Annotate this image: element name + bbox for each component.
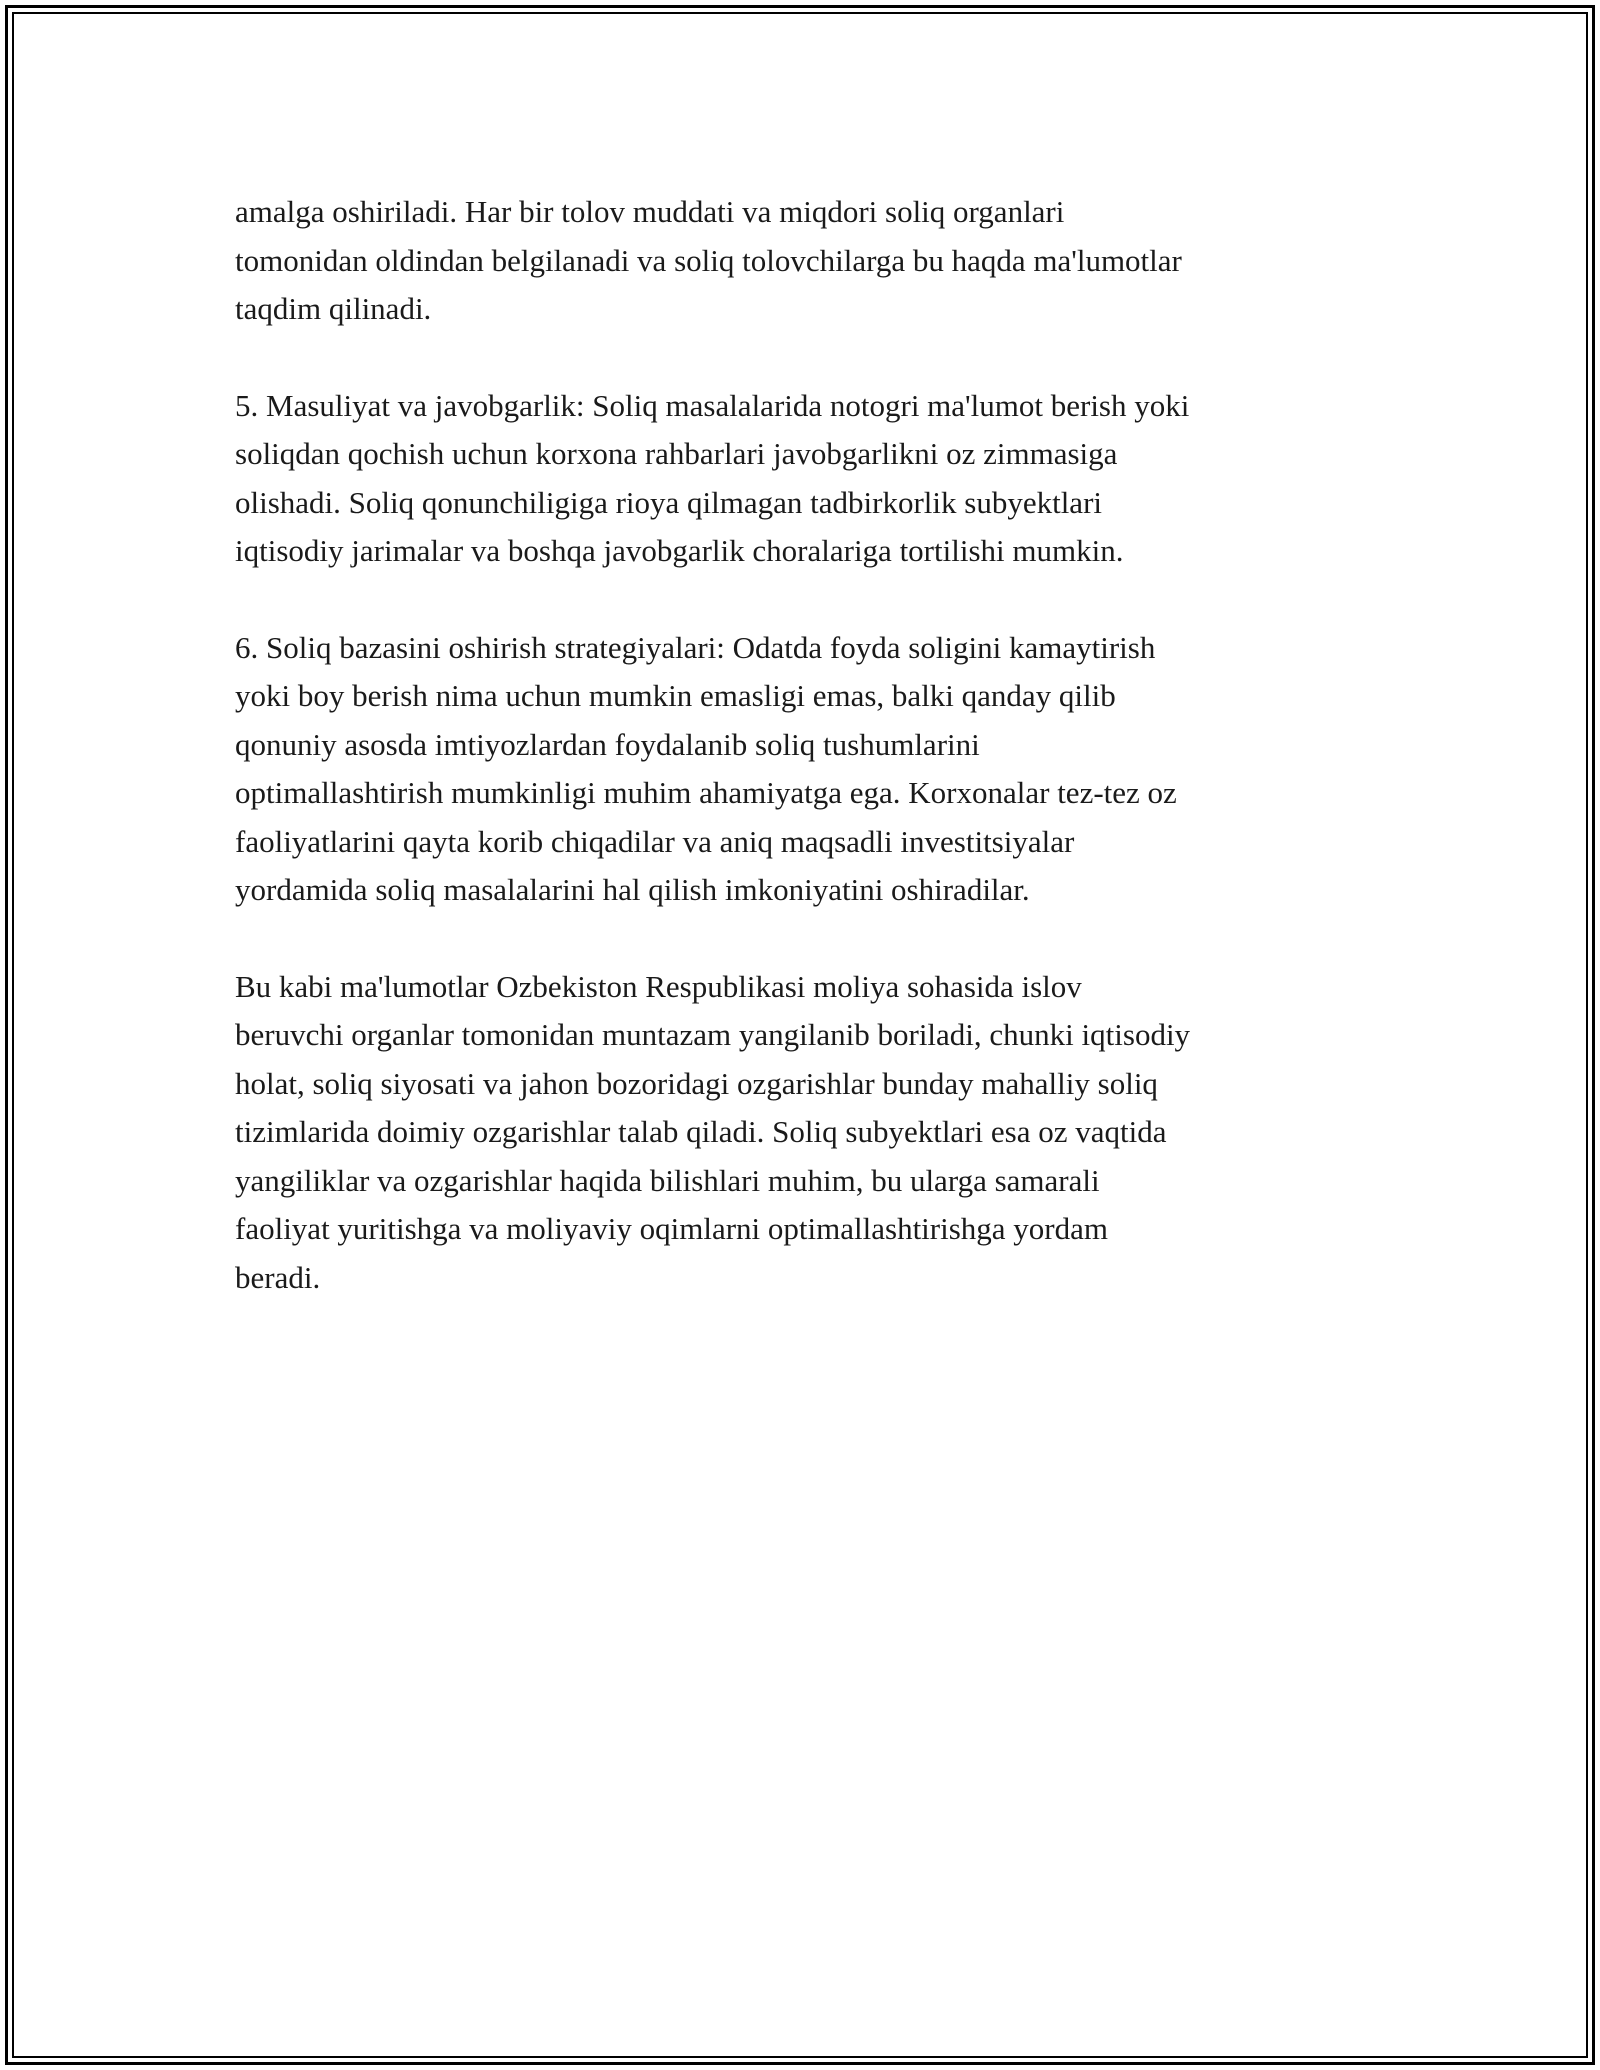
paragraph-conclusion: Bu kabi ma'lumotlar Ozbekiston Respublikasi moliya sohasida islov beruvchi organlar tomonidan muntazam yangilanib boriladi, chunki iqtisodiy holat, soliq siyosati va jahon bozoridagi ozgarishlar bunday mahalliy soliq tizimlarida doimiy ozgarishlar talab qiladi. Soliq subyektlari esa oz vaqtida yangiliklar va ozgarishlar haqida bilishlari muhim, bu ularga samarali faoliyat yuritishga va moliyaviy oqimlarni optimallashtirishga yordam beradi. <box>235 968 1191 1295</box>
paragraph-tax-base-strategies: 6. Soliq bazasini oshirish strategiyalari: Odatda foyda soligini kamaytirish yoki boy berish nima uchun mumkin emasligi emas, balki qanday qilib qonuniy asosda imtiyozlardan foydalanib soliq tushumlarini optimallashtirish mumkinligi muhim ahamiyatga ega. Korxonalar tez-tez oz faoliyatlarini qayta korib chiqadilar va aniq maqsadli investitsiyalar yordamida soliq masalalarini hal qilish imkoniyatini oshiradilar. <box>235 629 1177 907</box>
paragraph-payment-schedule: amalga oshiriladi. Har bir tolov muddati va miqdori soliq organlari tomonidan oldindan belgilanadi va soliq tolovchilarga bu haqda ma'lumotlar taqdim qilinadi. <box>235 194 1182 326</box>
paragraph-responsibility: 5. Masuliyat va javobgarlik: Soliq masalalarida notogri ma'lumot berish yoki soliqdan qochish uchun korxona rahbarlari javobgarlikni oz zimmasiga olishadi. Soliq qonunchiligiga rioya qilmagan tadbirkorlik subyektlari iqtisodiy jarimalar va boshqa javobgarlik choralariga tortilishi mumkin. <box>235 387 1190 568</box>
document-body <box>235 188 1385 1350</box>
